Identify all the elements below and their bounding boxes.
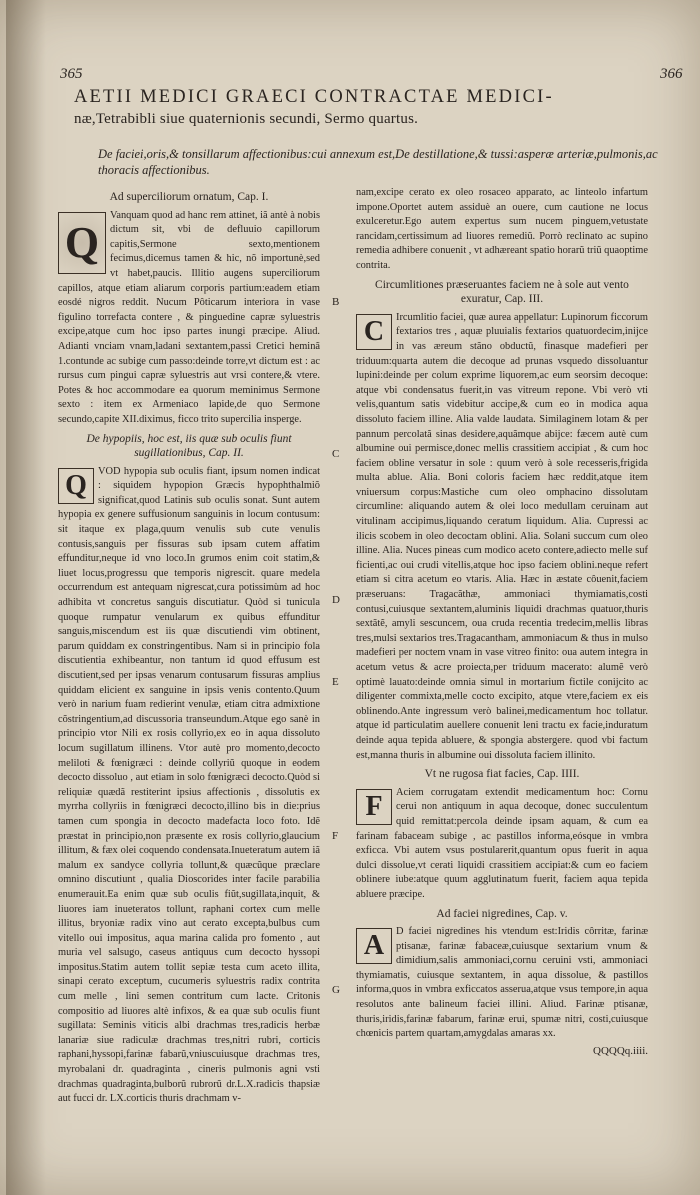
chapter-heading-4: Vt ne rugosa fiat facies, Cap. IIII. — [424, 768, 580, 781]
drop-cap-a: A — [356, 928, 392, 964]
margin-letter-g: G — [332, 984, 340, 996]
paragraph-4-text: Aciem corrugatam extendit medicamentum hoc: Cornu cerui non antiquum in aqua decoque, donec succulentum quid remittat:percola deinde ipsam aquam, & cum ea farinam fabaceam subige , ac pastillos informa,eósque in vmbra exficca. Vbi autem vsus postularerit,quantum opus fuerit in aqua dulci dissolue,vt cerati liquidi crassitiem accipiat:& cum eo faciem oblinere iube:atque quum agglutinatum fuerit, faciem aqua tepida abluere præcipe. — [356, 786, 648, 900]
right-column — [356, 186, 648, 1058]
drop-cap-c: C — [356, 314, 392, 350]
paragraph-1 — [58, 209, 320, 428]
paragraph-2 — [58, 465, 320, 1107]
page-number-left: 365 — [60, 66, 83, 82]
chapter-heading-1: Ad superciliorum ornatum, Cap. I. — [109, 191, 269, 203]
paragraph-3-text: Ircumlitio faciei, quæ aurea appellatur: Lupinorum ficcorum fextarios tres , aquæ pluuialis fextarios quatuordecim,inijce in vas æreum stãno obductũ, finasque madefieri per triduum:quarta autem die decoque ad prunas vsquedo dissoluantur lupini:deinde per colum exprime liquorem,ac eum seorsim decoque: atque vbi condensatus fuerit,in vas vitreum repone. Vbi verò vti velis,quantum satis videbitur accipe,& cum eo in modica aqua dissoluto faciem illine. Alia valde laudata. Similaginem lotam & per pannum percolatã sinas desidere,aquãmque abijce: fæcem autè cum albumine oui permisce,donec mellis crassitiem accipiat , & cum hoc faciem obline versatur in sole : quum verò à sole recesseris,frigida multa ablue. Alia. Boni coloris faciem hæc reddit,atque item vniuersum corpus:Mastiche cum oleo omphacino dissolutam circumline: aliquando autem & olei loco medullam ceruinam aut vitulinam accipimus,liquando ceratum liquidum. Alia. Cupressi ac ilicis scobem in oleo decoctam oblini. Alia. Solani succum cum oleo illine. Alia. Nuces pineas cum modico aceto contere,adiecto melle suf ficienti,ac oui crudi vitellis,atque hoc ipso faciem oblini.neque refert etiam si citra acetum eo vtaris. Alia. Hæc in æstate côuenit,faciem præseruans: Tragacãthæ, ammoniaci thymiamatis,costi contusi,cuiusque sextantem,aluminis liquidi drachmas quatuor,thuris sextãtẽ, amyli sescuncem, oua cruda recentia tredecim,mellis libras tres,mulsi sextarios tres.Tragacantham, ammoniacum & thus in mulso madefieri per noctem vnam in vase vitreo finito: oua autem integra in acetum vetus & acre proiecta,per triduum macerato: alumẽ verò optimè lauato:deinde omnia simul in mortarium fictile conijcito ac diligenter commixta,melle cocto excipito, atque vtere,faciem ex eis oblinendo.Ante ingressum verò balinei,medicamentum hoc tollatur. atque id particulatim auellere conuenit leni tractu ex facie,induratum deinde aqua tepida abluere, & spongia abstergere. quod vbi factum est,manna thuris in albumine oui dissoluta faciem illinito. — [356, 311, 648, 761]
drop-cap-q-2: Q — [58, 468, 94, 504]
title-line-1: AETII MEDICI GRAECI CONTRACTAE MEDICI- — [74, 87, 554, 107]
left-column — [58, 186, 320, 1107]
margin-letter-c: C — [332, 448, 340, 460]
paragraph-5-text: D faciei nigredines his vtendum est:Iridis côrritæ, farinæ ptisanæ, farinæ fabaceæ,cuiusque sextarium vnum & dimidium,salis ammoniaci,cornu ceruini vsti, ammoniaci thymiamatis, cuiusque sextantem, in aqua dissolue, & pastillos informa,quos in vmbra exficcatos asserua,atque vsus tempore,in aqua resolutos ante balineum faciei illini. Aliud. Farinæ ptisanæ, thuris,iridis,farinæ fabarum, farinæ erui, spumæ nitri, costi,cuiusque chœnicis partem quartam,amygdalas amaras xx. — [356, 926, 648, 1040]
margin-letter-d: D — [332, 594, 340, 606]
paragraph-3 — [356, 311, 648, 763]
signature-mark: QQQQq.iiii. — [593, 1044, 648, 1057]
paragraph-5 — [356, 925, 648, 1042]
chapter-heading-3: Circumlitiones præseruantes faciem ne à sole aut vento exuratur, Cap. III. — [375, 278, 629, 306]
paragraph-1-text: Vanquam quod ad hanc rem attinet, iã antè à nobis dictum sit, vbi de defluuio capillorum capitis,Sermone sexto,mentionem fecimus,dicemus tamen & hic, nõ importunè,sed vt habet,paucis. Illitio augens superciliorum capillos, atque etiam aliarum corporis partium:eadem etiam eosdé nigros reddit. Nucum Pôticarum interiora in vase figulino torrefacta contere , & pinguedine capræ syluestris excipe,atque cum hoc ipso partes inungi præcipe. Aliud. Adianti vnciam vnam,ladani sextantem,passi Cretici heminã 1.contunde ac subige cum passo:deinde torre,vt dictum est : ac rursus cum pingui capræ syluestris aut vrsi contere,& vtere. Potes & hoc accommodare ea quorum meminimus Sermone sexto : item ex Armeniaco lapide,de quo Sermone secundo,capite XII.diximus, ficco trito supercilia insperge. — [58, 209, 320, 425]
section-summary: De faciei,oris,& tonsillarum affectionibus:cui annexum est,De destillatione,& tussi:asperæ arteriæ,pulmonis,ac thoracis affectionibus. — [98, 147, 658, 177]
chapter-heading-2: De hypopiis, hoc est, iis quæ sub oculis fiunt sugillationibus, Cap. II. — [86, 432, 292, 460]
margin-letter-f: F — [332, 830, 339, 842]
chapter-heading-5: Ad faciei nigredines, Cap. v. — [436, 907, 568, 920]
paragraph-4 — [356, 786, 648, 903]
page-number-right: 366 — [660, 66, 683, 82]
margin-letter-b: B — [332, 296, 340, 308]
running-title — [74, 86, 674, 130]
margin-letter-e: E — [332, 676, 339, 688]
drop-cap-q: Q — [58, 212, 106, 274]
binding-shadow — [6, 0, 46, 1195]
paragraph-2-text: VOD hypopia sub oculis fiant, ipsum nomen indicat : siquidem hypopion Græcis hypophthalmiõ significat,quod Latinis sub oculis sonat. Sunt autem hypopia ex genere suffusionum sanguinis in locum contusum: sit itaque ex plaga,quum venulis sub cute venulis contusis,sanguis per fissuras sub ipsam cutem affatim effunditur,neque id vno loco.In grumos enim coit statim,& liuet locus,progressu que temporis nigrescit. quare medela occurrendum est antequam nigrescat,cura potissimùm ad hoc adhibita vt concretus sanguis discutiatur. Quòd si tunicula quoque rumpatur venularum ex quibus effunditur sanguis,miscendum est iis quæ discutiendi vim obtinent, parum quiddam ex constringentibus. Nam si in principio fola discutientia exhibeantur, non tantum id quod effusum est discutient,sed per ipsas venarum contusarum fissuras amplius quiddam elicient ex sanguine in ipsis venis contento.Quum verò in narium fuam redierint venulæ, etiam citra admixtione cõstringentium,ad discussoria transeundum.Atque ego sanè in principio vtor Nili ex rosis collyrio,ex eo in aqua dissoluto locum sugillatum illinens. Vtor autè pro momento,decocto meliloti & fœnigræci : deinde collyriũ quoque in eodem decocto dissoluo , aut etiam in solo fœnigræci decocto.Quòd si reliquiæ quædã restiterint ipsius affectionis , dissolutis ex myrrha collyriis in fœnigræci decocto,illino bis in die:prius tamen cum spongia in decocto madefacta loco foto. Idẽ præstat in principio,non præsente ex rosis collyrio,glaucium illitum, & fæx olei coquendo condensata.Inueteratum autem iã malum ex sandyce collyria tollunt,& quæcũque præclare omnino discutiunt , qualia Dioscorides inter facile parabilia enumerauit.Ea enim quæ sub oculis fiũt,sugillata,inquit, & liuores iam inueteratos tollunt, raphani cortex cum melle illitus, bryoniæ radix vino aut cerato excepta,bulbus cum vitello oui impositus, aqua marina calida pro fomento , aut muria vel salsugo, caseus antiquus cum decocto hyssopi impositus.Statim autem tollit sepiæ testa cum aceto illita, sinapi cerato exceptum, cucumeris syluestris radix contrita cum melle , lini semen contritum cum lacte. Critonis compositio ad liuores altè infixos, & ea quæ sub oculis fiunt sugillata: Seminis viticis albi drachmas tres,radicis herbæ lanariæ siue radiculæ drachmas tres,nitri rubri, corticis raphani,hyssopi,farinæ fabarũ,vniuscuiusque drachmas tres, myrobalani dr. quadraginta , cineris pulmonis agni vsti drachmas quadraginta,bulborũ rubrorũ dr.L.X.radicis thapsiæ aut fucci dr. LX.corticis thuris drachmam v- — [58, 465, 320, 1105]
title-line-2: næ,Tetrabibli siue quaternionis secundi, Sermo quartus. — [74, 111, 419, 127]
paragraph-continued: nam,excipe cerato ex oleo rosaceo apparato, ac linteolo infartum impone.Oportet autem assiduè an ouere, cum cautione ne locus exulceretur.Ego autem expertus sum nucem pinguem,vetustate rancidam,certissimum ad liuores remediũ. Porrò reclinato ac supino remedia adhibere conuenit , vt adhæreant spatio horarũ triũ quaoptime contrita. — [356, 187, 648, 271]
drop-cap-f: F — [356, 789, 392, 825]
